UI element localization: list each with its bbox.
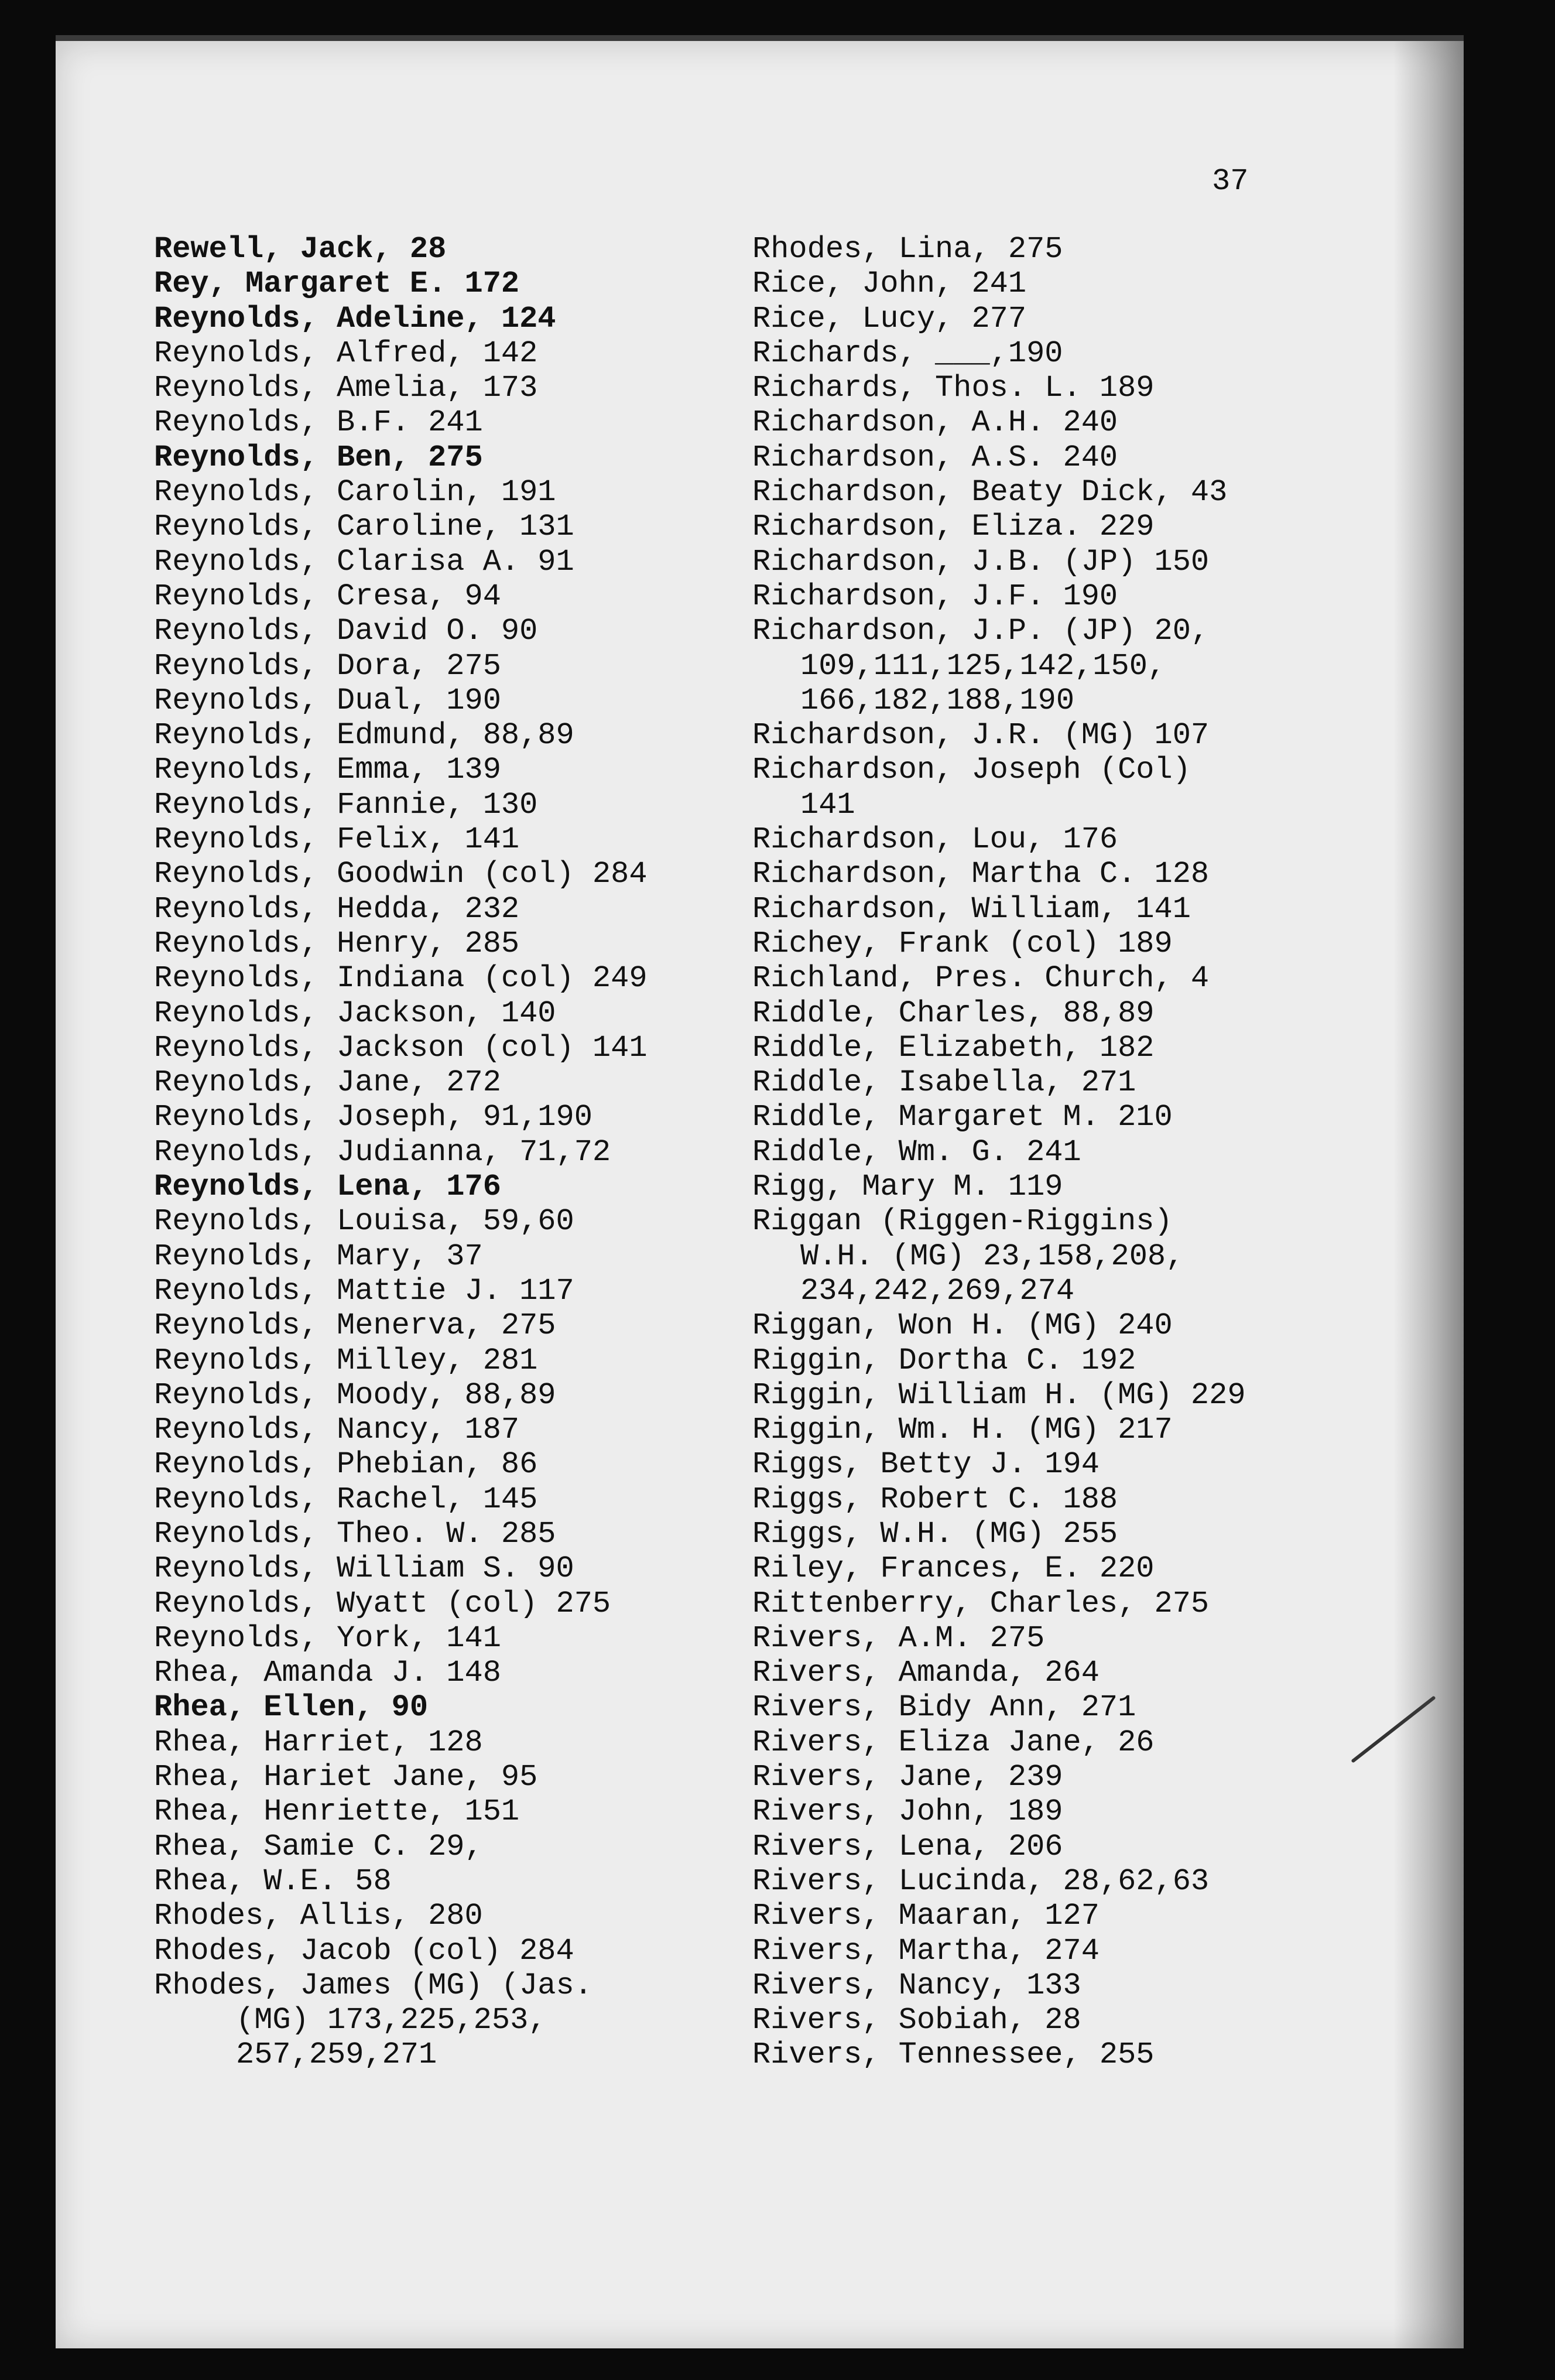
index-entry: Richardson, Lou, 176 [752,822,1118,857]
index-entry: Rhodes, Jacob (col) 284 [154,1933,574,1968]
index-entry-continuation: W.H. (MG) 23,158,208, [800,1239,1184,1274]
index-entry: Reynolds, David O. 90 [154,614,538,649]
index-entry: Reynolds, Phebian, 86 [154,1447,538,1482]
index-entry: Reynolds, Theo. W. 285 [154,1516,556,1551]
index-entry: Reynolds, Milley, 281 [154,1343,538,1378]
index-entry: Riggan (Riggen-Riggins) [752,1204,1173,1239]
index-entry-continuation: 109,111,125,142,150, [800,648,1166,683]
index-entry: Rigg, Mary M. 119 [752,1170,1063,1205]
index-entry: Reynolds, Fannie, 130 [154,787,538,822]
index-column-right [752,232,1426,2073]
index-entry: Richardson, A.H. 240 [752,405,1118,440]
index-entry: Reynolds, Caroline, 131 [154,509,574,545]
index-entry: Rice, Lucy, 277 [752,301,1027,336]
index-entry: Reynolds, Joseph, 91,190 [154,1100,592,1135]
document-page [56,35,1464,2348]
index-entry: Rivers, John, 189 [752,1794,1063,1830]
index-entry: Richardson, Beaty Dick, 43 [752,475,1228,510]
index-entry: Reynolds, Clarisa A. 91 [154,544,574,579]
index-entry: Reynolds, Mattie J. 117 [154,1273,574,1308]
index-entry: Rhodes, Lina, 275 [752,232,1063,266]
index-entry: Rivers, Bidy Ann, 271 [752,1690,1136,1725]
index-entry: Rivers, Jane, 239 [752,1760,1063,1795]
index-entry: Riddle, Isabella, 271 [752,1065,1136,1100]
index-entry: Richardson, Joseph (Col) [752,753,1191,788]
index-entry: Reynolds, Jackson (col) 141 [154,1030,648,1065]
index-entry: Rivers, Tennessee, 255 [752,2037,1155,2073]
index-entry: Richardson, J.F. 190 [752,579,1118,614]
index-column-left [154,232,769,2073]
index-entry: Reynolds, Jane, 272 [154,1065,501,1100]
index-entry: Reynolds, Adeline, 124 [154,301,556,336]
index-entry: Rivers, Martha, 274 [752,1933,1100,1968]
index-entry: Richardson, William, 141 [752,891,1191,926]
page-number: 37 [1212,164,1249,199]
index-entry: Reynolds, Alfred, 142 [154,336,538,371]
index-entry: Rewell, Jack, 28 [154,232,447,266]
index-entry: Richardson, Eliza. 229 [752,509,1155,545]
index-entry: Rey, Margaret E. 172 [154,266,520,302]
index-entry: Reynolds, Rachel, 145 [154,1482,538,1517]
index-entry: Riddle, Wm. G. 241 [752,1134,1081,1170]
index-entry: Rivers, A.M. 275 [752,1620,1045,1656]
index-entry: Riggin, Wm. H. (MG) 217 [752,1413,1173,1448]
index-entry-continuation: 166,182,188,190 [800,683,1075,718]
index-entry: Reynolds, Mary, 37 [154,1239,483,1274]
index-entry: Reynolds, Edmund, 88,89 [154,718,574,753]
index-entry: Reynolds, Dora, 275 [154,648,501,683]
index-entry: Rhodes, Allis, 280 [154,1899,483,1934]
index-entry-continuation: 141 [800,787,855,822]
index-entry: Rhea, Harriet, 128 [154,1725,483,1760]
index-entry: Riggs, Betty J. 194 [752,1447,1100,1482]
index-entry: Reynolds, Louisa, 59,60 [154,1204,574,1239]
index-entry: Riggin, Dortha C. 192 [752,1343,1136,1378]
index-entry: Richardson, J.P. (JP) 20, [752,614,1210,649]
index-entry: Rhea, Samie C. 29, [154,1829,483,1864]
index-entry: Riddle, Charles, 88,89 [752,996,1155,1031]
index-entry: Rivers, Eliza Jane, 26 [752,1725,1155,1760]
index-entry-continuation: 257,259,271 [236,2037,437,2073]
index-entry: Rhodes, James (MG) (Jas. [154,1968,592,2003]
index-entry: Richards, ___,190 [752,336,1063,371]
index-entry: Riley, Frances, E. 220 [752,1551,1155,1586]
index-entry: Richardson, Martha C. 128 [752,857,1210,892]
index-entry: Richardson, A.S. 240 [752,440,1118,475]
index-entry: Reynolds, Lena, 176 [154,1170,501,1205]
index-entry: Rivers, Sobiah, 28 [752,2003,1081,2038]
index-entry: Reynolds, Henry, 285 [154,926,520,961]
index-entry: Richardson, J.B. (JP) 150 [752,544,1210,579]
index-entry: Reynolds, B.F. 241 [154,405,483,440]
index-entry: Richey, Frank (col) 189 [752,926,1173,961]
index-entry: Riggs, W.H. (MG) 255 [752,1516,1118,1551]
index-entry-continuation: 234,242,269,274 [800,1273,1075,1308]
index-entry: Rivers, Amanda, 264 [752,1656,1100,1691]
index-entry: Rhea, Hariet Jane, 95 [154,1760,538,1795]
index-entry: Rivers, Lucinda, 28,62,63 [752,1863,1210,1899]
index-entry: Reynolds, Indiana (col) 249 [154,961,648,996]
index-entry: Rhea, Ellen, 90 [154,1690,429,1725]
index-entry: Reynolds, Cresa, 94 [154,579,501,614]
index-entry: Rivers, Nancy, 133 [752,1968,1081,2003]
index-entry: Reynolds, Goodwin (col) 284 [154,857,648,892]
index-entry: Reynolds, Emma, 139 [154,753,501,788]
index-entry: Reynolds, Hedda, 232 [154,891,520,926]
index-entry: Rhea, W.E. 58 [154,1863,392,1899]
index-entry: Rhea, Henriette, 151 [154,1794,520,1830]
index-entry: Reynolds, Amelia, 173 [154,371,538,406]
index-entry: Reynolds, Judianna, 71,72 [154,1134,611,1170]
index-entry: Richards, Thos. L. 189 [752,371,1155,406]
index-entry: Reynolds, Dual, 190 [154,683,501,718]
index-entry: Rivers, Lena, 206 [752,1829,1063,1864]
index-entry: Reynolds, Jackson, 140 [154,996,556,1031]
index-entry: Reynolds, Menerva, 275 [154,1308,556,1343]
index-entry: Reynolds, Ben, 275 [154,440,483,475]
index-entry: Riggs, Robert C. 188 [752,1482,1118,1517]
index-entry: Riggin, William H. (MG) 229 [752,1377,1246,1413]
index-entry: Rittenberry, Charles, 275 [752,1586,1210,1621]
index-entry: Reynolds, Nancy, 187 [154,1413,520,1448]
index-entry: Richland, Pres. Church, 4 [752,961,1210,996]
index-entry: Reynolds, York, 141 [154,1620,501,1656]
index-entry: Reynolds, Felix, 141 [154,822,520,857]
index-entry-continuation: (MG) 173,225,253, [236,2003,547,2038]
index-entry: Richardson, J.R. (MG) 107 [752,718,1210,753]
index-entry: Reynolds, William S. 90 [154,1551,574,1586]
index-entry: Riddle, Margaret M. 210 [752,1100,1173,1135]
index-entry: Reynolds, Carolin, 191 [154,475,556,510]
index-entry: Riddle, Elizabeth, 182 [752,1030,1155,1065]
index-entry: Reynolds, Moody, 88,89 [154,1377,556,1413]
index-entry: Riggan, Won H. (MG) 240 [752,1308,1173,1343]
index-entry: Reynolds, Wyatt (col) 275 [154,1586,611,1621]
index-entry: Rhea, Amanda J. 148 [154,1656,501,1691]
index-entry: Rice, John, 241 [752,266,1027,302]
index-entry: Rivers, Maaran, 127 [752,1899,1100,1934]
